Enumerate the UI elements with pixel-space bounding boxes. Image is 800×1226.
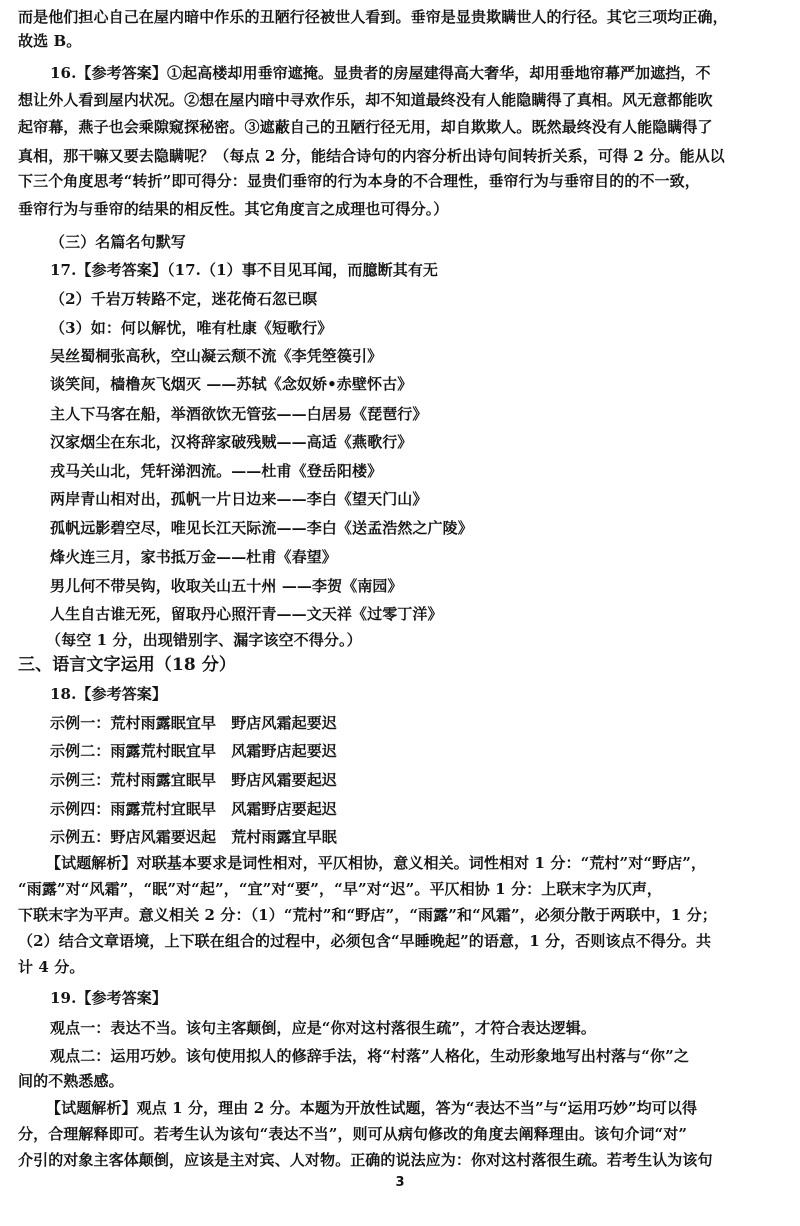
text-line: 下三个角度思考“转折”即可得分：显贵们垂帘的行为本身的不合理性，垂帘行为与垂帘目的的不一致， (18, 172, 700, 190)
couplet-example: 示例五：野店风霜要迟起 荒村雨露宜早眠 (50, 828, 337, 846)
text-line: 男儿何不带吴钩，收取关山五十州 ——李贺《南园》 (50, 577, 403, 595)
text-line: 介引的对象主客体颠倒，应该是主对宾、人对物。正确的说法应为：你对这村落很生疏。若考生认为该句 (18, 1151, 713, 1169)
section-heading: 三、语言文字运用（18 分） (18, 655, 236, 675)
section-heading: （三）名篇名句默写 (50, 233, 186, 251)
text-line: 想让外人看到屋内状况。②想在屋内暗中寻欢作乐，却不知道最终没有人能隐瞒得了真相。风无意都能吹 (18, 91, 713, 109)
q17-answer: 17.【参考答案】（17.（1）事不目见耳闻，而臆断其有无 (50, 261, 439, 279)
page-number: 3 (395, 1175, 405, 1190)
text-line: 故选 B。 (18, 32, 82, 50)
text-line: 谈笑间，樯橹灰飞烟灭 ——苏轼《念奴娇•赤壁怀古》 (50, 375, 413, 393)
text-line: 而是他们担心自己在屋内暗中作乐的丑陋行径被世人看到。垂帘是显贵欺瞒世人的行径。其它三项均正确， (18, 8, 728, 26)
text-line: （2）千岩万转路不定，迷花倚石忽已暝 (50, 290, 318, 308)
couplet-example: 示例一：荒村雨露眠宜早 野店风霜起要迟 (50, 714, 337, 732)
q19-answer: 19.【参考答案】 (50, 989, 167, 1007)
text-line: 孤帆远影碧空尽，唯见长江天际流——李白《送孟浩然之广陵》 (50, 519, 473, 537)
q16-answer: 16.【参考答案】①起高楼却用垂帘遮掩。显贵者的房屋建得高大奢华，却用垂地帘幕严加遮挡，不 (50, 64, 711, 82)
text-line: （2）结合文章语境，上下联在组合的过程中，必须包含“早睡晚起”的语意，1 分，否则该点不得分。共 (18, 932, 712, 950)
text-line: 戎马关山北，凭轩涕泗流。——杜甫《登岳阳楼》 (50, 462, 383, 480)
text-line: 烽火连三月，家书抵万金——杜甫《春望》 (50, 548, 337, 566)
viewpoint-one: 观点一：表达不当。该句主客颠倒，应是“你对这村落很生疏”，才符合表达逻辑。 (50, 1019, 596, 1037)
text-line: 汉家烟尘在东北，汉将辞家破残贼——高适《燕歌行》 (50, 433, 413, 451)
text-line: 起帘幕，燕子也会乘隙窥探秘密。③遮蔽自己的丑陋行径无用，却自欺欺人。既然最终没有人能隐瞒得了 (18, 118, 713, 136)
viewpoint-two: 观点二：运用巧妙。该句使用拟人的修辞手法，将“村落”人格化，生动形象地写出村落与“你”之 (50, 1047, 689, 1065)
text-line: 分，合理解释即可。若考生认为该句“表达不当”，则可从病句修改的角度去阐释理由。该句介词“对” (18, 1125, 688, 1143)
q18-explanation: 【试题解析】对联基本要求是词性相对，平仄相协，意义相关。词性相对 1 分：“荒村”对“野店”， (46, 854, 707, 872)
text-line: 两岸青山相对出，孤帆一片日边来——李白《望天门山》 (50, 490, 428, 508)
text-line: “雨露”对“风霜”，“眠”对“起”，“宜”对“要”，“早”对“迟”。平仄相协 1 分：上联末字为仄声， (18, 880, 663, 898)
text-line: 吴丝蜀桐张高秋，空山凝云颓不流《李凭箜篌引》 (50, 347, 383, 365)
text-line: （3）如：何以解忧，唯有杜康《短歌行》 (50, 319, 333, 337)
text-line: 下联末字为平声。意义相关 2 分：（1）“荒村”和“野店”，“雨露”和“风霜”，必须分散于两联中，1 分； (18, 906, 717, 924)
text-line: （每空 1 分，出现错别字、漏字该空不得分。） (46, 631, 362, 649)
text-line: 计 4 分。 (18, 958, 85, 976)
q19-explanation: 【试题解析】观点 1 分，理由 2 分。本题为开放性试题，答为“表达不当”与“运用巧妙”均可以得 (46, 1099, 698, 1117)
text-line: 主人下马客在船，举酒欲饮无管弦——白居易《琵琶行》 (50, 405, 428, 423)
text-line: 人生自古谁无死，留取丹心照汗青——文天祥《过零丁洋》 (50, 605, 443, 623)
text-line: 间的不熟悉感。 (18, 1072, 124, 1090)
couplet-example: 示例二：雨露荒村眠宜早 风霜野店起要迟 (50, 742, 337, 760)
couplet-example: 示例三：荒村雨露宜眠早 野店风霜要起迟 (50, 771, 337, 789)
text-line: 真相，那干嘛又要去隐瞒呢？（每点 2 分，能结合诗句的内容分析出诗句间转折关系，可得 2 分。能从以 (18, 147, 725, 165)
q18-answer: 18.【参考答案】 (50, 685, 167, 703)
text-line: 垂帘行为与垂帘的结果的相反性。其它角度言之成理也可得分。） (18, 200, 449, 218)
couplet-example: 示例四：雨露荒村宜眠早 风霜野店要起迟 (50, 800, 337, 818)
